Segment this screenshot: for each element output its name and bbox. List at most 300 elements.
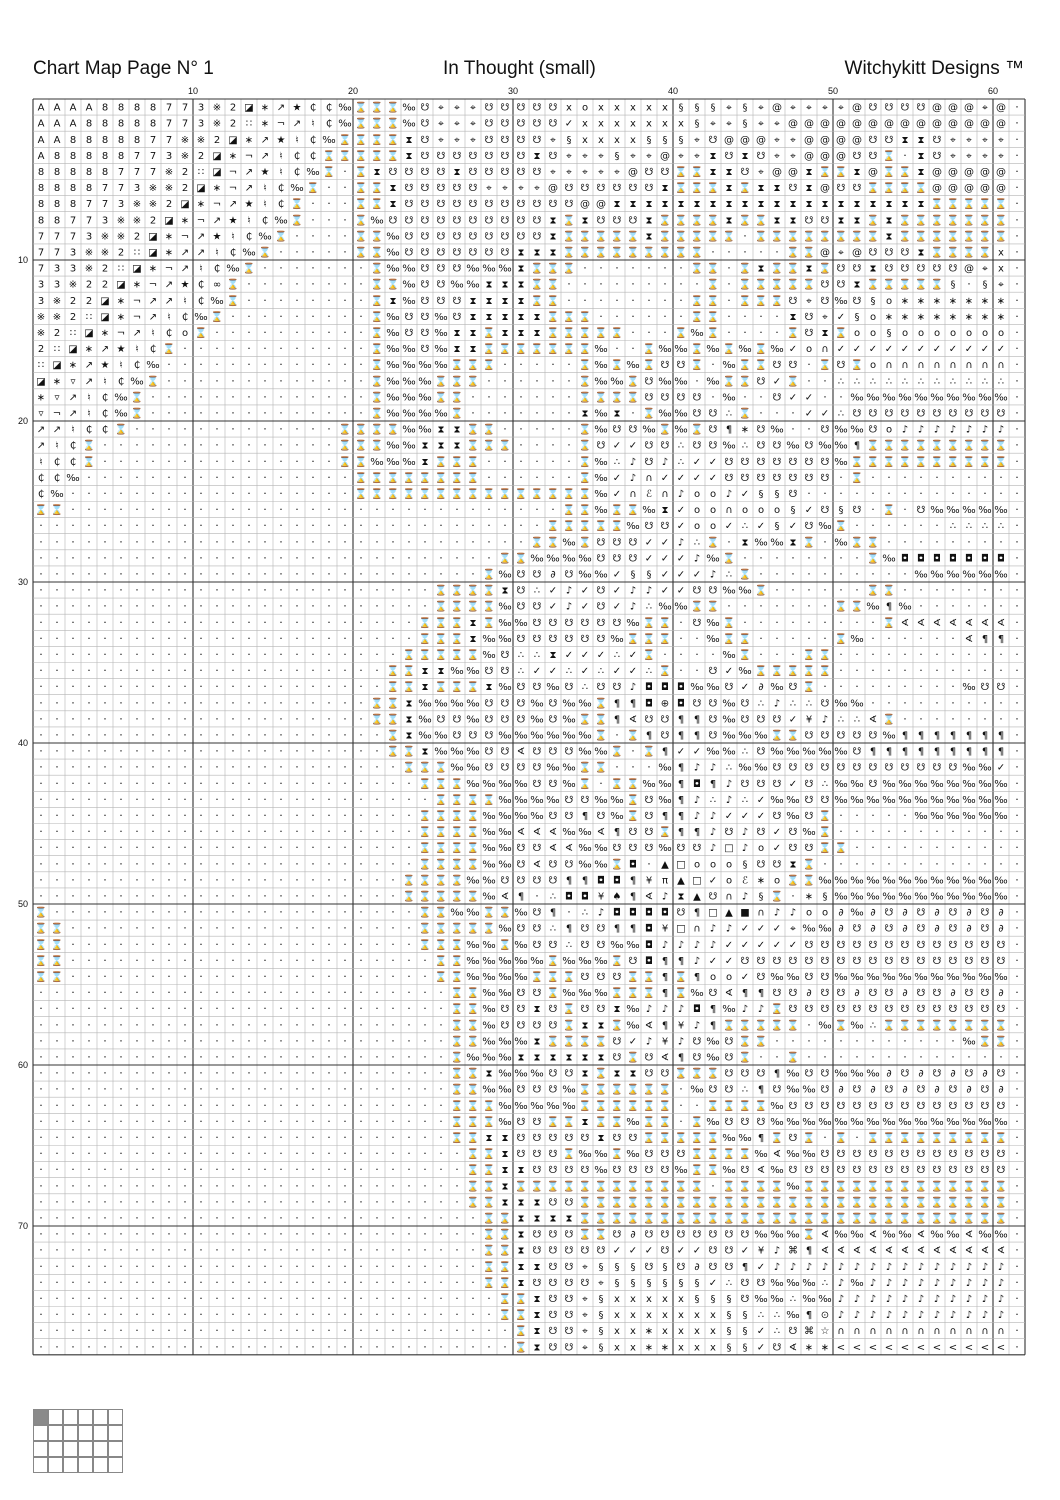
stitch-symbol: @	[852, 119, 862, 130]
stitch-symbol: ·	[599, 294, 603, 307]
stitch-symbol: ☋	[693, 843, 702, 854]
stitch-symbol: §	[599, 1294, 604, 1305]
stitch-symbol: ∗	[741, 425, 749, 436]
stitch-symbol: ·	[423, 1195, 427, 1208]
stitch-symbol: ☋	[757, 1278, 766, 1289]
stitch-symbol: ‰	[722, 714, 735, 725]
stitch-symbol: ⌛	[595, 761, 607, 774]
stitch-symbol: ☋	[645, 843, 654, 854]
stitch-symbol: ·	[487, 1324, 491, 1337]
stitch-symbol: ·	[39, 841, 43, 854]
stitch-symbol: ·	[887, 809, 891, 822]
stitch-symbol: ·	[663, 278, 667, 291]
stitch-symbol: ‰	[866, 392, 879, 403]
stitch-symbol: ▲	[661, 859, 669, 870]
stitch-symbol: ☋	[869, 763, 878, 774]
stitch-symbol: ‰	[434, 344, 447, 355]
stitch-symbol: ◘	[949, 553, 957, 564]
stitch-symbol: ∴	[758, 1310, 764, 1321]
stitch-symbol: 8	[102, 103, 108, 114]
stitch-symbol: ·	[55, 1083, 59, 1096]
stitch-symbol: ♪	[886, 1310, 892, 1321]
stitch-symbol: □	[692, 875, 701, 886]
stitch-symbol: ·	[1015, 406, 1019, 419]
stitch-symbol: ·	[215, 1018, 219, 1031]
stitch-symbol: ·	[423, 1163, 427, 1176]
stitch-symbol: ‰	[210, 296, 223, 307]
stitch-symbol: ‰	[402, 360, 415, 371]
stitch-symbol: 2	[166, 199, 172, 210]
stitch-symbol: ⌖	[694, 151, 700, 162]
stitch-symbol: ∂	[806, 988, 811, 999]
stitch-symbol: ⌛	[339, 439, 351, 452]
stitch-symbol: ·	[103, 471, 107, 484]
stitch-symbol: ♪	[710, 940, 716, 951]
stitch-symbol: ·	[1015, 857, 1019, 870]
stitch-symbol: ·	[631, 310, 635, 323]
stitch-symbol: ⧗	[453, 167, 460, 178]
stitch-symbol: ⌛	[851, 455, 863, 468]
stitch-symbol: ·	[103, 1195, 107, 1208]
stitch-symbol: ⌛	[451, 809, 463, 822]
stitch-symbol: ‰	[994, 569, 1007, 580]
stitch-symbol: ‰	[850, 1278, 863, 1289]
stitch-symbol: ⌛	[323, 149, 335, 162]
stitch-symbol: x	[678, 1310, 684, 1321]
stitch-symbol: ·	[135, 1308, 139, 1321]
stitch-symbol: 7	[150, 151, 156, 162]
stitch-symbol: ∂	[950, 1069, 955, 1080]
stitch-symbol: ·	[39, 986, 43, 999]
stitch-symbol: ·	[151, 841, 155, 854]
stitch-symbol: ‰	[930, 1230, 943, 1241]
stitch-symbol: ☋	[997, 1004, 1006, 1015]
stitch-symbol: ✓	[757, 1326, 765, 1337]
stitch-symbol: ◪	[84, 328, 93, 339]
stitch-symbol: ‰	[594, 425, 607, 436]
stitch-symbol: ⌛	[387, 728, 399, 741]
stitch-symbol: ·	[359, 406, 363, 419]
stitch-symbol: ·	[247, 439, 251, 452]
stitch-symbol: ◘	[917, 553, 925, 564]
stitch-symbol: ·	[71, 1308, 75, 1321]
stitch-symbol: ·	[423, 1340, 427, 1353]
stitch-symbol: ·	[1015, 616, 1019, 629]
stitch-symbol: ◘	[997, 553, 1005, 564]
stitch-symbol: ·	[327, 1228, 331, 1241]
stitch-symbol: ·	[279, 922, 283, 935]
stitch-symbol: ·	[391, 906, 395, 919]
stitch-symbol: ·	[311, 1099, 315, 1112]
stitch-symbol: ☋	[421, 103, 430, 114]
stitch-symbol: ·	[311, 1340, 315, 1353]
stitch-symbol: ·	[407, 1340, 411, 1353]
stitch-symbol: ☋	[869, 425, 878, 436]
stitch-symbol: ∩	[917, 360, 924, 371]
stitch-symbol: ⌛	[435, 889, 447, 902]
stitch-symbol: ☋	[901, 940, 910, 951]
stitch-symbol: ·	[919, 857, 923, 870]
stitch-symbol: ∷	[86, 312, 92, 323]
stitch-symbol: 7	[38, 264, 44, 275]
stitch-symbol: ·	[87, 825, 91, 838]
stitch-symbol: ·	[71, 1276, 75, 1289]
stitch-symbol: ♪	[950, 1278, 956, 1289]
stitch-symbol: §	[775, 489, 780, 500]
stitch-symbol: ⌛	[611, 857, 623, 870]
stitch-symbol: ·	[343, 600, 347, 613]
stitch-symbol: ☋	[773, 360, 782, 371]
stitch-symbol: ⌛	[931, 439, 943, 452]
stitch-symbol: ‰	[482, 1036, 495, 1047]
stitch-symbol: ‰	[722, 360, 735, 371]
stitch-symbol: ∷	[38, 360, 44, 371]
stitch-symbol: ·	[679, 278, 683, 291]
stitch-symbol: ∂	[838, 1085, 843, 1096]
stitch-symbol: ·	[359, 777, 363, 790]
stitch-symbol: ·	[199, 342, 203, 355]
stitch-symbol: ·	[327, 1179, 331, 1192]
stitch-symbol: ☋	[821, 296, 830, 307]
stitch-symbol: ∂	[694, 1262, 699, 1273]
stitch-symbol: ·	[455, 1163, 459, 1176]
stitch-symbol: ↗	[181, 247, 189, 258]
stitch-symbol: ⌛	[995, 197, 1007, 210]
stitch-symbol: ⌛	[403, 487, 415, 500]
stitch-symbol: ·	[55, 1228, 59, 1241]
stitch-symbol: ⌛	[867, 1211, 879, 1224]
stitch-symbol: ·	[231, 567, 235, 580]
stitch-symbol: ·	[263, 1147, 267, 1160]
stitch-symbol: ☋	[805, 1069, 814, 1080]
stitch-symbol: ·	[103, 632, 107, 645]
stitch-symbol: ☋	[725, 1036, 734, 1047]
stitch-symbol: ⌛	[659, 632, 671, 645]
stitch-symbol: ·	[791, 406, 795, 419]
stitch-symbol: ·	[343, 1228, 347, 1241]
stitch-symbol: ·	[407, 503, 411, 516]
stitch-symbol: ·	[679, 294, 683, 307]
stitch-symbol: ·	[71, 841, 75, 854]
stitch-symbol: ⧗	[405, 714, 412, 725]
stitch-symbol: ·	[151, 1067, 155, 1080]
stitch-symbol: ·	[87, 873, 91, 886]
stitch-symbol: ‰	[962, 972, 975, 983]
stitch-symbol: ·	[471, 390, 475, 403]
stitch-symbol: ‰	[402, 425, 415, 436]
stitch-symbol: ⌛	[755, 1018, 767, 1031]
stitch-symbol: ·	[199, 1276, 203, 1289]
stitch-symbol: ·	[759, 616, 763, 629]
stitch-symbol: ☋	[773, 859, 782, 870]
stitch-symbol: §	[727, 1342, 732, 1353]
stitch-symbol: ☋	[421, 247, 430, 258]
stitch-symbol: ·	[247, 1244, 251, 1257]
stitch-symbol: ☋	[757, 441, 766, 452]
stitch-symbol: ·	[231, 390, 235, 403]
stitch-symbol: ·	[359, 1018, 363, 1031]
stitch-symbol: ·	[599, 278, 603, 291]
stitch-symbol: ♪	[566, 586, 572, 597]
stitch-symbol: ⌛	[851, 1179, 863, 1192]
stitch-symbol: ·	[183, 1050, 187, 1063]
stitch-symbol: ▲	[677, 875, 685, 886]
stitch-symbol: ⌛	[659, 825, 671, 838]
stitch-symbol: ☋	[837, 988, 846, 999]
stitch-symbol: ⧗	[725, 199, 732, 210]
stitch-symbol: ·	[887, 664, 891, 677]
stitch-symbol: ·	[951, 825, 955, 838]
stitch-symbol: ⌛	[371, 374, 383, 387]
stitch-symbol: ☋	[501, 135, 510, 146]
stitch-symbol: ·	[807, 551, 811, 564]
stitch-symbol: ·	[103, 938, 107, 951]
stitch-symbol: ☋	[725, 151, 734, 162]
stitch-symbol: ⌛	[451, 970, 463, 983]
stitch-symbol: ·	[263, 1050, 267, 1063]
stitch-symbol: ‰	[546, 553, 559, 564]
stitch-symbol: ·	[359, 664, 363, 677]
stitch-symbol: ※	[133, 199, 141, 210]
stitch-symbol: §	[743, 859, 748, 870]
stitch-symbol: ·	[823, 487, 827, 500]
stitch-symbol: ☋	[597, 183, 606, 194]
stitch-symbol: ·	[135, 809, 139, 822]
stitch-symbol: ·	[455, 1292, 459, 1305]
stitch-symbol: ¶	[662, 956, 668, 967]
stitch-symbol: ⌛	[659, 1099, 671, 1112]
stitch-symbol: ◘	[933, 553, 941, 564]
stitch-symbol: ⌛	[691, 245, 703, 258]
stitch-symbol: ·	[311, 986, 315, 999]
stitch-symbol: ☋	[421, 151, 430, 162]
stitch-symbol: ‰	[642, 425, 655, 436]
stitch-symbol: ⌛	[387, 101, 399, 114]
stitch-symbol: ☋	[613, 843, 622, 854]
stitch-symbol: ·	[1015, 728, 1019, 741]
stitch-symbol: ✓	[805, 505, 813, 516]
stitch-symbol: ⌖	[710, 119, 716, 130]
stitch-symbol: ⌛	[835, 1131, 847, 1144]
stitch-symbol: ⌛	[883, 439, 895, 452]
stitch-symbol: ·	[55, 680, 59, 693]
stitch-symbol: ☋	[757, 1069, 766, 1080]
stitch-symbol: ⌛	[595, 1115, 607, 1128]
stitch-symbol: ☋	[757, 827, 766, 838]
stitch-symbol: ⌛	[371, 342, 383, 355]
stitch-symbol: ·	[247, 1276, 251, 1289]
stitch-symbol: ·	[135, 712, 139, 725]
stitch-symbol: ·	[103, 841, 107, 854]
stitch-symbol: ·	[247, 423, 251, 436]
stitch-symbol: ☋	[549, 1342, 558, 1353]
stitch-symbol: ·	[391, 1018, 395, 1031]
stitch-symbol: ∗	[981, 312, 989, 323]
stitch-symbol: ·	[391, 535, 395, 548]
stitch-symbol: ‰	[530, 1101, 543, 1112]
stitch-symbol: ‰	[882, 553, 895, 564]
stitch-symbol: ⌛	[371, 245, 383, 258]
stitch-symbol: ⌛	[451, 600, 463, 613]
stitch-symbol: ☋	[517, 859, 526, 870]
stitch-symbol: ·	[199, 1099, 203, 1112]
stitch-symbol: ☋	[917, 103, 926, 114]
stitch-symbol: ⌛	[739, 1195, 751, 1208]
stitch-symbol: ⌛	[643, 648, 655, 661]
stitch-symbol: ⧗	[533, 1294, 540, 1305]
stitch-symbol: ·	[247, 1067, 251, 1080]
stitch-symbol: 2	[134, 231, 140, 242]
stitch-symbol: ☋	[453, 247, 462, 258]
stitch-symbol: ·	[295, 777, 299, 790]
stitch-symbol: ·	[167, 777, 171, 790]
stitch-symbol: ·	[39, 696, 43, 709]
stitch-symbol: o	[854, 328, 860, 339]
stitch-symbol: ·	[183, 954, 187, 967]
stitch-symbol: ‰	[498, 569, 511, 580]
stitch-symbol: ∢	[837, 1246, 845, 1257]
stitch-symbol: ·	[647, 310, 651, 323]
stitch-symbol: ⌛	[899, 439, 911, 452]
stitch-symbol: ·	[807, 423, 811, 436]
stitch-symbol: ·	[423, 1002, 427, 1015]
stitch-symbol: ‰	[594, 376, 607, 387]
stitch-symbol: ✓	[949, 344, 957, 355]
stitch-symbol: ☋	[965, 408, 974, 419]
stitch-symbol: ·	[935, 487, 939, 500]
stitch-symbol: ·	[327, 712, 331, 725]
stitch-symbol: ⌛	[819, 841, 831, 854]
stitch-symbol: ⌛	[419, 922, 431, 935]
stitch-symbol: ·	[39, 1324, 43, 1337]
stitch-symbol: ·	[151, 954, 155, 967]
stitch-symbol: ₵	[102, 408, 108, 419]
stitch-symbol: ◪	[148, 247, 157, 258]
stitch-symbol: ♮	[167, 312, 171, 323]
stitch-symbol: ⌖	[774, 151, 780, 162]
stitch-symbol: ¬	[245, 151, 253, 162]
stitch-symbol: x	[662, 1310, 668, 1321]
stitch-symbol: o	[998, 328, 1004, 339]
stitch-symbol: ☋	[613, 1165, 622, 1176]
stitch-symbol: ·	[743, 229, 747, 242]
stitch-symbol: ·	[119, 938, 123, 951]
stitch-symbol: ·	[151, 535, 155, 548]
stitch-symbol: ·	[295, 471, 299, 484]
stitch-symbol: §	[631, 1262, 636, 1273]
stitch-symbol: ·	[359, 1211, 363, 1224]
stitch-symbol: ·	[295, 487, 299, 500]
stitch-symbol: ∢	[629, 714, 637, 725]
stitch-symbol: ✓	[661, 537, 669, 548]
stitch-symbol: ☋	[869, 1004, 878, 1015]
stitch-symbol: ‰	[626, 940, 639, 951]
stitch-symbol: ·	[263, 664, 267, 677]
stitch-symbol: ∩	[965, 360, 972, 371]
stitch-symbol: ☋	[517, 199, 526, 210]
stitch-symbol: ·	[999, 825, 1003, 838]
stitch-symbol: ⧗	[437, 666, 444, 677]
stitch-symbol: ★	[245, 199, 254, 210]
stitch-symbol: ☋	[917, 924, 926, 935]
stitch-symbol: ·	[343, 793, 347, 806]
stitch-symbol: ·	[295, 1292, 299, 1305]
stitch-symbol: ·	[183, 519, 187, 532]
stitch-symbol: ⧗	[645, 231, 652, 242]
stitch-symbol: ⌛	[579, 455, 591, 468]
stitch-symbol: ·	[391, 1115, 395, 1128]
stitch-symbol: ·	[279, 342, 283, 355]
stitch-symbol: ⧗	[533, 151, 540, 162]
stitch-symbol: ∢	[981, 618, 989, 629]
stitch-symbol: ☋	[405, 167, 414, 178]
stitch-symbol: ⌛	[467, 358, 479, 371]
stitch-symbol: ·	[103, 761, 107, 774]
stitch-symbol: ⧗	[405, 698, 412, 709]
stitch-symbol: ∂	[854, 988, 859, 999]
stitch-symbol: ♪	[726, 779, 732, 790]
stitch-symbol: ·	[55, 1340, 59, 1353]
stitch-symbol: ·	[519, 519, 523, 532]
stitch-symbol: ∢	[917, 1230, 925, 1241]
stitch-symbol: ·	[951, 584, 955, 597]
stitch-symbol: ⌛	[835, 165, 847, 178]
stitch-symbol: ‰	[338, 103, 351, 114]
stitch-symbol: ·	[375, 777, 379, 790]
stitch-symbol: ·	[231, 1147, 235, 1160]
stitch-symbol: ·	[359, 1083, 363, 1096]
stitch-symbol: ·	[263, 938, 267, 951]
stitch-symbol: ·	[151, 1308, 155, 1321]
stitch-symbol: ·	[199, 728, 203, 741]
stitch-symbol: ·	[295, 970, 299, 983]
stitch-symbol: ·	[455, 519, 459, 532]
stitch-symbol: ⌛	[547, 326, 559, 339]
stitch-symbol: ∴	[870, 376, 876, 387]
stitch-symbol: ‰	[466, 698, 479, 709]
stitch-symbol: ♪	[902, 1278, 908, 1289]
stitch-symbol: ∩	[725, 891, 732, 902]
stitch-symbol: ·	[775, 551, 779, 564]
stitch-symbol: 8	[38, 199, 44, 210]
stitch-symbol: ⌛	[35, 922, 47, 935]
stitch-symbol: ·	[375, 1228, 379, 1241]
stitch-symbol: ·	[215, 728, 219, 741]
stitch-symbol: ‰	[770, 537, 783, 548]
stitch-symbol: ‰	[418, 698, 431, 709]
stitch-symbol: ⌛	[403, 664, 415, 677]
stitch-symbol: ·	[1015, 1195, 1019, 1208]
stitch-symbol: ⌛	[643, 245, 655, 258]
stitch-symbol: ·	[647, 294, 651, 307]
stitch-symbol: ‰	[914, 891, 927, 902]
stitch-symbol: ☋	[741, 779, 750, 790]
stitch-symbol: ·	[359, 696, 363, 709]
stitch-symbol: ¬	[181, 231, 189, 242]
stitch-symbol: ☋	[725, 1052, 734, 1063]
designer-name: Witchykitt Designs ™	[845, 58, 1024, 80]
stitch-symbol: ⌛	[691, 181, 703, 194]
stitch-symbol: 8	[102, 151, 108, 162]
stitch-symbol: ⧗	[581, 408, 588, 419]
stitch-symbol: ⌛	[627, 986, 639, 999]
stitch-symbol: ⌛	[435, 825, 447, 838]
stitch-symbol: ☋	[677, 392, 686, 403]
stitch-symbol: ⌛	[451, 1050, 463, 1063]
stitch-symbol: ☋	[789, 843, 798, 854]
stitch-symbol: ☋	[853, 956, 862, 967]
stitch-symbol: ·	[919, 600, 923, 613]
